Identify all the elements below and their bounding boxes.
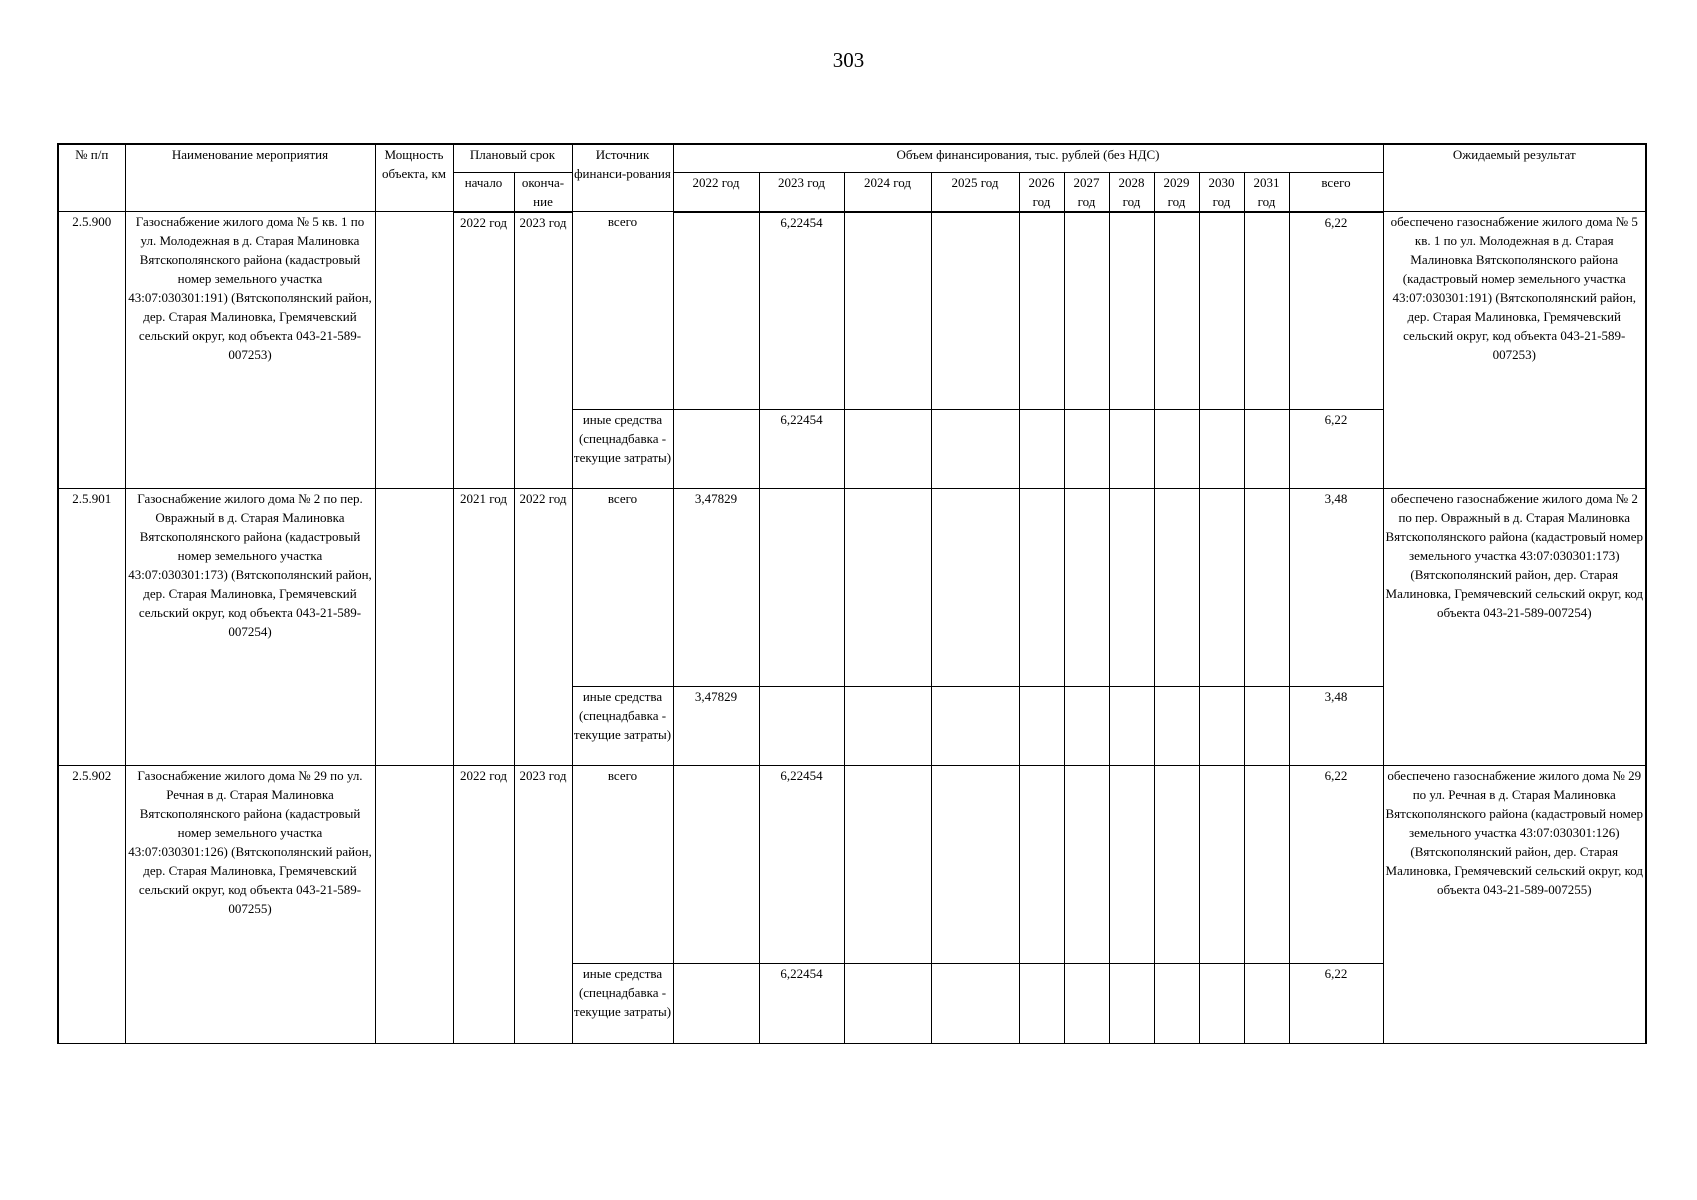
value-total: 6,22	[1289, 766, 1383, 964]
value-y2029	[1154, 687, 1199, 766]
source-label: всего	[572, 489, 673, 687]
value-y2025	[931, 212, 1019, 410]
row-capacity	[375, 766, 453, 1044]
value-total: 3,48	[1289, 687, 1383, 766]
value-y2031	[1244, 212, 1289, 410]
value-y2023: 6,22454	[759, 766, 844, 964]
value-y2030	[1199, 964, 1244, 1044]
value-y2029	[1154, 212, 1199, 410]
row-num: 2.5.900	[58, 212, 125, 489]
value-y2025	[931, 410, 1019, 489]
row-num: 2.5.901	[58, 489, 125, 766]
value-y2028	[1109, 964, 1154, 1044]
source-label: всего	[572, 766, 673, 964]
source-label: иные средства (спецнадбавка - текущие затраты)	[572, 410, 673, 489]
value-y2023	[759, 489, 844, 687]
value-y2026	[1019, 687, 1064, 766]
value-y2029	[1154, 489, 1199, 687]
value-y2026	[1019, 212, 1064, 410]
value-y2027	[1064, 687, 1109, 766]
value-y2031	[1244, 687, 1289, 766]
value-y2028	[1109, 410, 1154, 489]
row-start: 2022 год	[453, 212, 514, 489]
table-row	[58, 766, 1646, 964]
value-y2031	[1244, 489, 1289, 687]
header-term: Плановый срок	[453, 144, 572, 172]
header-year-2031: 2031 год	[1244, 172, 1289, 212]
value-y2025	[931, 687, 1019, 766]
value-total: 6,22	[1289, 964, 1383, 1044]
value-y2023: 6,22454	[759, 212, 844, 410]
header-row-1	[58, 144, 1646, 172]
value-y2023: 6,22454	[759, 410, 844, 489]
value-y2027	[1064, 410, 1109, 489]
value-y2027	[1064, 964, 1109, 1044]
value-y2030	[1199, 489, 1244, 687]
value-y2029	[1154, 766, 1199, 964]
row-result: обеспечено газоснабжение жилого дома № 29 по ул. Речная в д. Старая Малиновка Вятскополянского района (кадастровый номер земельного участка 43:07:030301:126) (Вятскополянский район, дер. Старая Малиновка, Гремячевский сельский округ, код объекта 043-21-589-007255)	[1383, 766, 1646, 1044]
value-y2022: 3,47829	[673, 489, 759, 687]
row-name: Газоснабжение жилого дома № 5 кв. 1 по ул. Молодежная в д. Старая Малиновка Вятскополянского района (кадастровый номер земельного участка 43:07:030301:191) (Вятскополянский район, дер. Старая Малиновка, Гремячевский сельский округ, код объекта 043-21-589-007253)	[125, 212, 375, 489]
value-y2025	[931, 489, 1019, 687]
source-label: всего	[572, 212, 673, 410]
header-year-2030: 2030 год	[1199, 172, 1244, 212]
row-name: Газоснабжение жилого дома № 2 по пер. Овражный в д. Старая Малиновка Вятскополянского района (кадастровый номер земельного участка 43:07:030301:173) (Вятскополянский район, дер. Старая Малиновка, Гремячевский сельский округ, код объекта 043-21-589-007254)	[125, 489, 375, 766]
value-y2027	[1064, 489, 1109, 687]
value-y2026	[1019, 964, 1064, 1044]
header-source: Источник финанси-рования	[572, 144, 673, 212]
header-term-end: оконча-ние	[514, 172, 572, 212]
value-y2025	[931, 766, 1019, 964]
value-y2023	[759, 687, 844, 766]
row-start: 2022 год	[453, 766, 514, 1044]
header-term-start: начало	[453, 172, 514, 212]
financing-table	[57, 143, 1647, 1044]
row-capacity	[375, 212, 453, 489]
value-y2028	[1109, 489, 1154, 687]
value-y2024	[844, 687, 931, 766]
page-number: 303	[832, 48, 865, 72]
source-label: иные средства (спецнадбавка - текущие затраты)	[572, 687, 673, 766]
row-end: 2023 год	[514, 212, 572, 489]
header-result: Ожидаемый результат	[1383, 144, 1646, 212]
value-y2022	[673, 410, 759, 489]
value-total: 6,22	[1289, 212, 1383, 410]
value-y2028	[1109, 212, 1154, 410]
row-capacity	[375, 489, 453, 766]
value-y2024	[844, 964, 931, 1044]
source-label: иные средства (спецнадбавка - текущие затраты)	[572, 964, 673, 1044]
value-y2025	[931, 964, 1019, 1044]
value-y2030	[1199, 766, 1244, 964]
value-total: 6,22	[1289, 410, 1383, 489]
header-capacity: Мощность объекта, км	[375, 144, 453, 212]
header-year-2027: 2027 год	[1064, 172, 1109, 212]
value-y2031	[1244, 766, 1289, 964]
header-year-2024: 2024 год	[844, 172, 931, 212]
header-year-2023: 2023 год	[759, 172, 844, 212]
value-y2029	[1154, 964, 1199, 1044]
row-name: Газоснабжение жилого дома № 29 по ул. Речная в д. Старая Малиновка Вятскополянского района (кадастровый номер земельного участка 43:07:030301:126) (Вятскополянский район, дер. Старая Малиновка, Гремячевский сельский округ, код объекта 043-21-589-007255)	[125, 766, 375, 1044]
row-num: 2.5.902	[58, 766, 125, 1044]
header-name: Наименование мероприятия	[125, 144, 375, 212]
header-year-2025: 2025 год	[931, 172, 1019, 212]
row-end: 2023 год	[514, 766, 572, 1044]
value-y2022	[673, 964, 759, 1044]
value-y2024	[844, 410, 931, 489]
header-year-2028: 2028 год	[1109, 172, 1154, 212]
value-y2028	[1109, 766, 1154, 964]
row-end: 2022 год	[514, 489, 572, 766]
header-year-2026: 2026 год	[1019, 172, 1064, 212]
value-y2030	[1199, 212, 1244, 410]
value-y2024	[844, 489, 931, 687]
value-y2024	[844, 212, 931, 410]
header-year-2022: 2022 год	[673, 172, 759, 212]
value-y2026	[1019, 766, 1064, 964]
row-start: 2021 год	[453, 489, 514, 766]
value-y2031	[1244, 964, 1289, 1044]
value-y2026	[1019, 410, 1064, 489]
value-y2028	[1109, 687, 1154, 766]
table-row	[58, 489, 1646, 687]
value-y2024	[844, 766, 931, 964]
value-y2022	[673, 212, 759, 410]
header-year-2029: 2029 год	[1154, 172, 1199, 212]
row-result: обеспечено газоснабжение жилого дома № 2 по пер. Овражный в д. Старая Малиновка Вятскополянского района (кадастровый номер земельного участка 43:07:030301:173) (Вятскополянский район, дер. Старая Малиновка, Гремячевский сельский округ, код объекта 043-21-589-007254)	[1383, 489, 1646, 766]
table-row	[58, 212, 1646, 410]
value-total: 3,48	[1289, 489, 1383, 687]
header-volume: Объем финансирования, тыс. рублей (без НДС)	[673, 144, 1383, 172]
value-y2026	[1019, 489, 1064, 687]
value-y2027	[1064, 766, 1109, 964]
value-y2031	[1244, 410, 1289, 489]
value-y2022: 3,47829	[673, 687, 759, 766]
value-y2029	[1154, 410, 1199, 489]
value-y2030	[1199, 687, 1244, 766]
row-result: обеспечено газоснабжение жилого дома № 5 кв. 1 по ул. Молодежная в д. Старая Малиновка Вятскополянского района (кадастровый номер земельного участка 43:07:030301:191) (Вятскополянский район, дер. Старая Малиновка, Гремячевский сельский округ, код объекта 043-21-589-007253)	[1383, 212, 1646, 489]
value-y2023: 6,22454	[759, 964, 844, 1044]
value-y2022	[673, 766, 759, 964]
header-num: № п/п	[58, 144, 125, 212]
value-y2027	[1064, 212, 1109, 410]
value-y2030	[1199, 410, 1244, 489]
header-total: всего	[1289, 172, 1383, 212]
